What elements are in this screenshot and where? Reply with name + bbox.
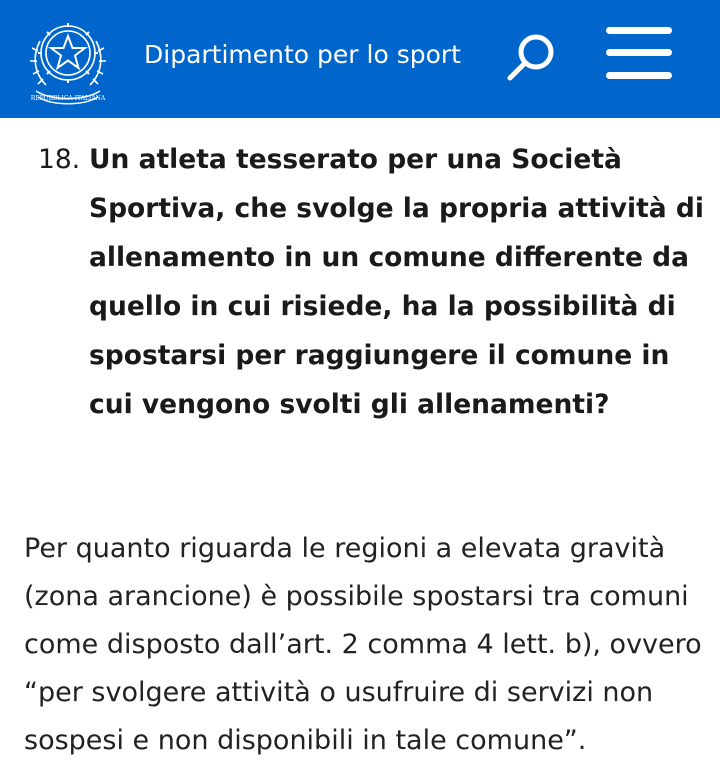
search-button[interactable]: [503, 31, 559, 83]
faq-question-text: Un atleta tesserato per una Società Sportiva, che svolge la propria attività di allenamento in un comune differente da quello in cui risiede, ha la possibilità di spostarsi per raggiungere il comune in cui vengono svolti gli allenamenti?: [89, 144, 704, 420]
menu-icon-bar-top: [606, 27, 672, 34]
faq-number: 18.: [38, 144, 81, 175]
top-navigation-bar: [0, 0, 720, 118]
faq-answer: Per quanto riguarda le regioni a elevata gravità (zona arancione) è possibile spostarsi tra comuni come disposto dall’art. 2 comma 4 lett. b), ovvero “per svolgere attività o usufruire di servizi non sospesi e non disponibili in tale comune”.: [24, 533, 702, 756]
emblem-text: REPUBBLICA ITALIANA: [30, 95, 106, 102]
menu-icon-bar-middle: [606, 49, 672, 56]
menu-button[interactable]: [606, 27, 672, 83]
menu-icon-bar-bottom: [606, 72, 672, 79]
site-title[interactable]: Dipartimento per lo sport: [144, 40, 461, 69]
search-icon: [503, 31, 559, 83]
emblem-icon[interactable]: [26, 11, 110, 105]
